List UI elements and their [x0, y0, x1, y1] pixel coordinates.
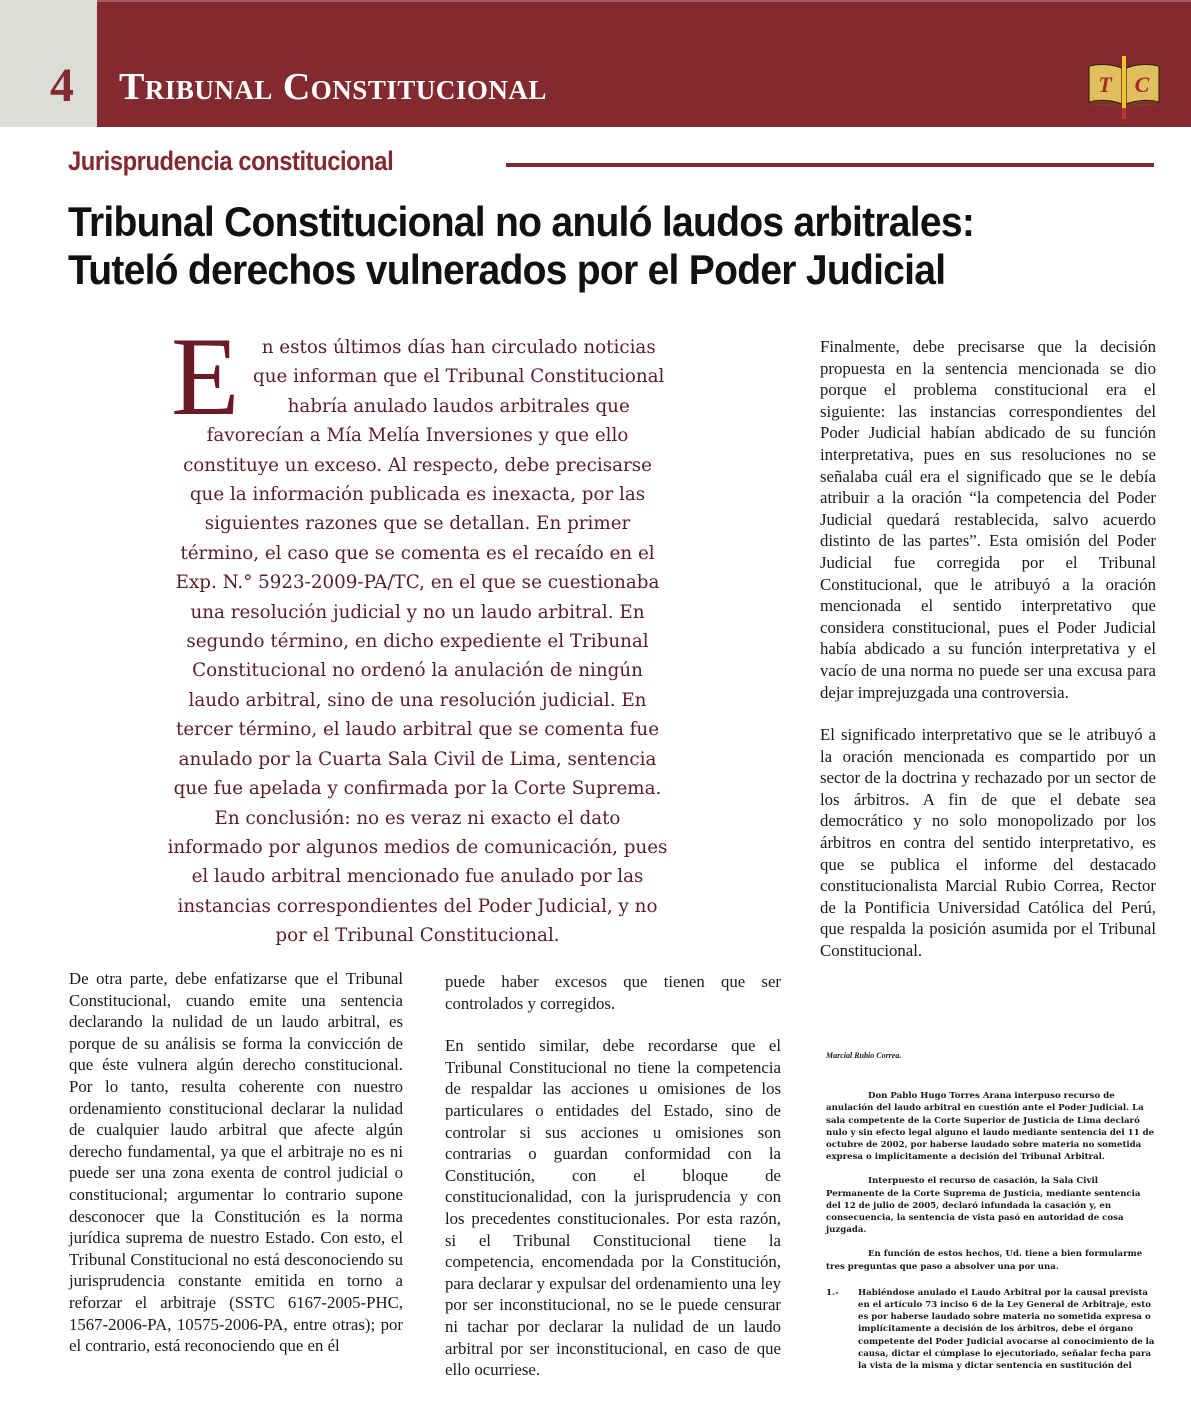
report-paragraph: En función de estos hechos, Ud. tiene a bien formularme tres preguntas que paso a absolver una por una. — [826, 1249, 1143, 1272]
scanned-report-excerpt — [826, 1050, 1156, 1372]
headline — [68, 198, 1165, 294]
left-column — [69, 968, 403, 1378]
headline-line-1: Tribunal Constitucional no anuló laudos arbitrales: — [68, 198, 975, 245]
report-signature: Marcial Rubio Correa. — [826, 1051, 902, 1060]
page-number: 4 — [50, 59, 74, 112]
publication-title: Tribunal Constitucional — [119, 66, 547, 108]
report-paragraph: Interpuesto el recurso de casación, la Sala Civil Permanente de la Corte Suprema de Justicia, mediante sentencia del 12 de julio de 2005, declaró infundada la casación y, en consecuencia, la sentencia de vista pasó en autoridad de cosa juzgada. — [826, 1176, 1141, 1236]
body-paragraph: En sentido similar, debe recordarse que el Tribunal Constitucional no tiene la competencia de respaldar las acciones u omisiones de los particulares o entidades del Estado, sino de controlar si sus acciones u omisiones son contrarias o guardan conformidad con la Constitución, con el bloque de constitucionalidad, con la jurisprudencia y con los precedentes constitucionales. Por esta razón, si el Tribunal Constitucional tiene la competencia, encomendada por la Constitución, para declarar y expulsar del ordenamiento una ley por ser inconstitucional, no se le puede censurar ni tachar por declarar la nulidad de un laudo arbitral por ser inconstitucional, en caso de que ello ocurriese. — [445, 1036, 781, 1380]
logo-letter-c: C — [1134, 72, 1150, 97]
lead-paragraph — [165, 315, 670, 951]
logo-letter-t: T — [1098, 72, 1112, 97]
section-divider — [506, 163, 1154, 167]
body-paragraph: puede haber excesos que tienen que ser controlados y corregidos. — [445, 972, 781, 1013]
item-text: Habiéndose anulado el Laudo Arbitral por la causal prevista en el artículo 73 inciso 6 de la Ley General de Arbitraje, esto es por haberse laudado sobre materia no sometida expresa o implícitamente a decisión de los árbitros, debe el órgano competente del Poder Judicial avocarse al conocimiento de la causa, dictar el cúmplase lo ejecutoriado, señalar fecha para la vista de la misma y dictar sentencia en sustitución del — [858, 1287, 1155, 1372]
item-number: 1.- — [826, 1287, 839, 1298]
masthead-side-band — [0, 0, 97, 127]
body-paragraph: Finalmente, debe precisarse que la decisión propuesta en la sentencia mencionada se dio porque el problema constitucional era el siguiente: las instancias correspondientes del Poder Judicial habían abdicado de su función interpretativa, pues en sus resoluciones no se señalaba cuál era el significado que se le debía atribuir a la oración “la competencia del Poder Judicial quedará restablecida, salvo acuerdo distinto de las partes”. Esta omisión del Poder Judicial fue corregida por el Tribunal Constitucional, que le atribuyó a la oración mencionada el sentido interpretativo que considera constitucional, pues el Poder Judicial había abdicado a su función interpretativa y el vacío de una norma no puede ser una excusa para dejar imprejuzgada una controversia. — [820, 337, 1156, 702]
report-numbered-item — [826, 1287, 1156, 1372]
drop-cap: E — [171, 315, 240, 439]
section-label: Jurisprudencia constitucional — [68, 146, 394, 176]
report-paragraph: Don Pablo Hugo Torres Arana interpuso recurso de anulación del laudo arbitral en cuestión ante el Poder Judicial. La sala competente de la Corte Superior de Justicia de Lima declaró nulo y sin efecto legal alguno el laudo mediante sentencia del 11 de octubre de 2002, por haberse laudado sobre materia no sometida expresa o implícitamente a decisión del Tribunal Arbitral. — [826, 1091, 1155, 1163]
middle-column — [445, 971, 781, 1402]
headline-line-2: Tuteló derechos vulnerados por el Poder Judicial — [68, 246, 946, 293]
right-column — [820, 336, 1156, 983]
tc-book-logo-icon — [1085, 52, 1163, 120]
body-paragraph: De otra parte, debe enfatizarse que el Tribunal Constitucional, cuando emite una sentencia declarando la nulidad de un laudo arbitral, es porque de su análisis se forma la convicción de que éste vulnera algún derecho constitucional. Por lo tanto, resulta coherente con nuestro ordenamiento constitucional declarar la nulidad de cualquier laudo arbitral que afecte algún derecho fundamental, ya que el arbitraje no es ni puede ser una zona exenta de control judicial o constitucional; argumentar lo contrario supone desconocer que la Constitución es la norma jurídica suprema de nuestro Estado. Con esto, el Tribunal Constitucional no está desconociendo su jurisprudencia constante emitida en torno a reforzar el arbitraje (SSTC 6167-2005-PHC, 1567-2006-PA, 10575-2006-PA, entre otras); por el contrario, está reconociendo que en él — [69, 969, 403, 1356]
lead-text: n estos últimos días han circulado noticias que informan que el Tribunal Constitucional habría anulado laudos arbitrales que favorecían a Mía Melía Inversiones y que ello constituye un exceso. Al respecto, debe precisarse que la información publicada es inexacta, por las siguientes razones que se detallan. En primer término, el caso que se comenta es el recaído en el Exp. N.° 5923-2009-PA/TC, en el que se cuestionaba una resolución judicial y no un laudo arbitral. En segundo término, en dicho expediente el Tribunal Constitucional no ordenó la anulación de ningún laudo arbitral, sino de una resolución judicial. En tercer término, el laudo arbitral que se comenta fue anulado por la Cuarta Sala Civil de Lima, sentencia que fue apelada y confirmada por la Corte Suprema. En conclusión: no es veraz ni exacto el dato informado por algunos medios de comunicación, pues el laudo arbitral mencionado fue anulado por las instancias correspondientes del Poder Judicial, y no por el Tribunal Constitucional. — [167, 337, 668, 947]
body-paragraph: El significado interpretativo que se le atribuyó a la oración mencionada es compartido por un sector de la doctrina y rechazado por un sector de los árbitros. A fin de que el debate sea democrático y no solo monopolizado por los árbitros en contra del sentido interpretativo, es que se publica el informe del destacado constitucionalista Marcial Rubio Correa, Rector de la Pontificia Universidad Católica del Perú, que respalda la posición asumida por el Tribunal Constitucional. — [820, 725, 1156, 961]
